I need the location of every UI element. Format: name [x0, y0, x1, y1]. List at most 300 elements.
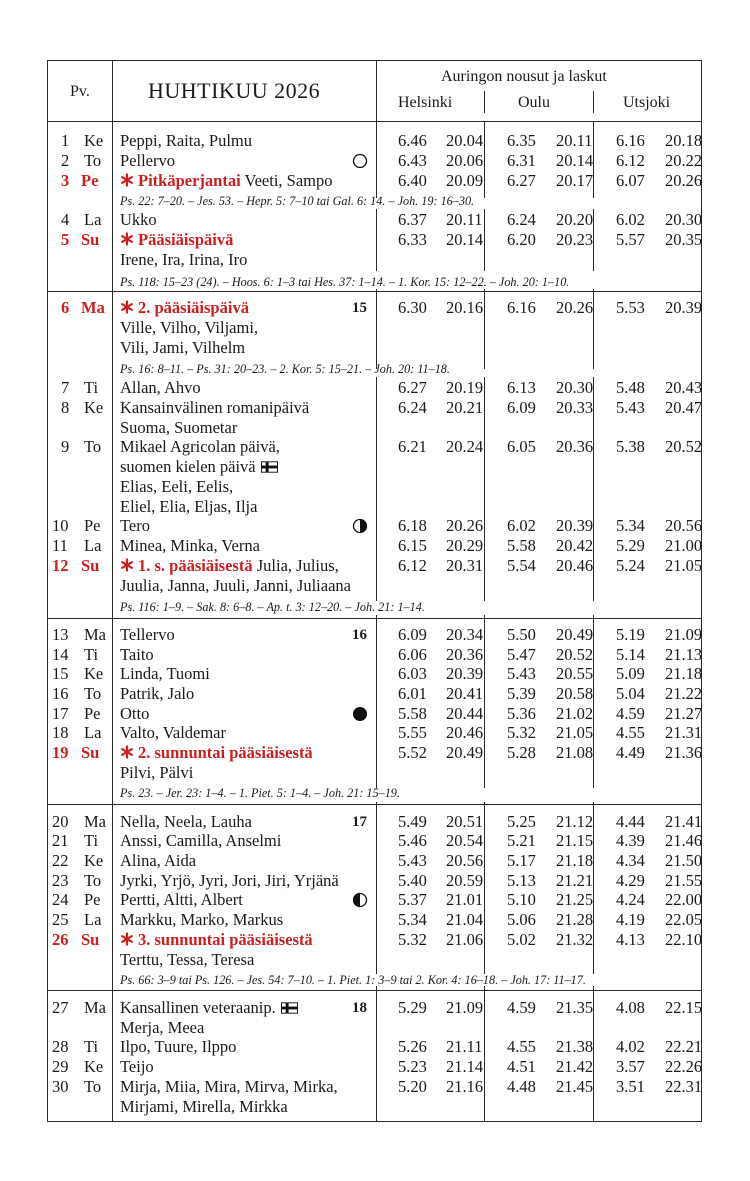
oulu-sunrise: 5.50 [507, 625, 536, 644]
name-day-text: Minea, Minka, Verna [120, 536, 260, 555]
name-day-line [120, 318, 258, 338]
utsjoki-sunrise: 4.13 [616, 930, 645, 949]
utsjoki-sunset: 21.27 [665, 704, 703, 723]
day-number: 18 [52, 723, 69, 742]
holiday-line [120, 298, 249, 318]
holiday-star-icon [120, 745, 134, 759]
name-day-text: Mirjami, Mirella, Mirkka [120, 1097, 288, 1116]
weekday: To [84, 1077, 102, 1096]
scripture-readings: Ps. 22: 7–20. – Jes. 53. – Hepr. 5: 7–10 tai Gal. 6: 14. – Joh. 19: 16–30. [120, 194, 475, 208]
oulu-sunset: 20.17 [556, 171, 594, 190]
oulu-sunrise: 6.27 [507, 171, 536, 190]
day-number: 17 [52, 704, 69, 723]
day-number: 12 [52, 556, 69, 575]
helsinki-sunrise: 5.58 [398, 704, 427, 723]
oulu-sunrise: 5.43 [507, 664, 536, 683]
oulu-sunrise: 4.59 [507, 998, 536, 1017]
name-day-text: Otto [120, 704, 150, 723]
city-divider [484, 91, 485, 113]
column-divider-sun [376, 289, 377, 369]
name-day-line [120, 890, 243, 910]
name-day-line [120, 831, 281, 851]
helsinki-sunrise: 5.49 [398, 812, 427, 831]
helsinki-sunrise: 6.33 [398, 230, 427, 249]
column-divider-oulu [593, 986, 594, 1121]
holiday-star-icon [120, 300, 134, 314]
helsinki-sunset: 20.36 [446, 645, 484, 664]
helsinki-sunset: 21.06 [446, 930, 484, 949]
weekday: Su [81, 743, 100, 762]
weekday: La [84, 536, 102, 555]
name-day-line [120, 437, 280, 457]
name-day-line [120, 1037, 236, 1057]
holiday-name: 2. pääsiäispäivä [138, 298, 249, 317]
helsinki-sunrise: 5.23 [398, 1057, 427, 1076]
oulu-sunset: 20.14 [556, 151, 594, 170]
helsinki-sunrise: 6.15 [398, 536, 427, 555]
full-moon-icon [352, 153, 369, 170]
helsinki-sunset: 20.44 [446, 704, 484, 723]
weekday: To [84, 871, 102, 890]
city-helsinki: Helsinki [398, 94, 453, 111]
name-day-text: Suoma, Suometar [120, 418, 238, 437]
column-divider-oulu [593, 377, 594, 601]
helsinki-sunrise: 5.29 [398, 998, 427, 1017]
utsjoki-sunrise: 4.02 [616, 1037, 645, 1056]
calendar-table [47, 60, 702, 1122]
name-day-line [120, 536, 260, 556]
column-divider-oulu [593, 802, 594, 974]
name-day-text: Linda, Tuomi [120, 664, 210, 683]
day-number: 15 [52, 664, 69, 683]
oulu-sunrise: 6.05 [507, 437, 536, 456]
helsinki-sunset: 20.49 [446, 743, 484, 762]
name-day-line [120, 950, 254, 970]
name-day-text: suomen kielen päivä [120, 457, 256, 476]
name-day-line [120, 378, 201, 398]
utsjoki-sunrise: 4.34 [616, 851, 645, 870]
oulu-sunrise: 5.25 [507, 812, 536, 831]
helsinki-sunrise: 5.40 [398, 871, 427, 890]
name-day-line [120, 812, 252, 832]
oulu-sunrise: 5.06 [507, 910, 536, 929]
oulu-sunrise: 5.54 [507, 556, 536, 575]
oulu-sunrise: 5.39 [507, 684, 536, 703]
helsinki-sunrise: 6.43 [398, 151, 427, 170]
oulu-sunrise: 4.55 [507, 1037, 536, 1056]
name-day-line [120, 645, 154, 665]
helsinki-sunrise: 5.37 [398, 890, 427, 909]
utsjoki-sunset: 22.10 [665, 930, 703, 949]
name-day-text: Pellervo [120, 151, 175, 170]
scripture-readings: Ps. 118: 15–23 (24). – Hoos. 6: 1–3 tai Hes. 37: 1–14. – 1. Kor. 15: 12–22. – Joh. 20: 1–10. [120, 275, 570, 289]
oulu-sunset: 20.20 [556, 210, 594, 229]
oulu-sunrise: 6.20 [507, 230, 536, 249]
helsinki-sunset: 20.41 [446, 684, 484, 703]
name-day-line [120, 704, 149, 724]
weekday: Ti [84, 831, 99, 850]
utsjoki-sunset: 21.13 [665, 645, 703, 664]
utsjoki-sunset: 21.09 [665, 625, 703, 644]
helsinki-sunset: 20.54 [446, 831, 484, 850]
oulu-sunset: 21.32 [556, 930, 594, 949]
weekday: Ke [84, 851, 104, 870]
oulu-sunrise: 5.02 [507, 930, 536, 949]
day-number: 30 [52, 1077, 69, 1096]
weekday: Ke [84, 1057, 104, 1076]
oulu-sunrise: 5.10 [507, 890, 536, 909]
utsjoki-sunset: 21.50 [665, 851, 703, 870]
name-day-text: Jyrki, Yrjö, Jyri, Jori, Jiri, Yrjänä [120, 871, 339, 890]
oulu-sunset: 20.26 [556, 298, 594, 317]
name-day-text: Markku, Marko, Markus [120, 910, 284, 929]
utsjoki-sunrise: 4.29 [616, 871, 645, 890]
utsjoki-sunrise: 4.08 [616, 998, 645, 1017]
helsinki-sunset: 20.16 [446, 298, 484, 317]
weekday: Pe [84, 890, 101, 909]
utsjoki-sunset: 21.18 [665, 664, 703, 683]
day-number: 29 [52, 1057, 69, 1076]
utsjoki-sunset: 21.46 [665, 831, 703, 850]
name-day-line [120, 763, 193, 783]
oulu-sunset: 20.33 [556, 398, 594, 417]
name-day-line [120, 998, 298, 1018]
utsjoki-sunrise: 5.04 [616, 684, 645, 703]
oulu-sunrise: 4.48 [507, 1077, 536, 1096]
day-number: 24 [52, 890, 69, 909]
name-day-line [120, 477, 233, 497]
day-number: 5 [61, 230, 70, 249]
city-oulu: Oulu [518, 94, 550, 111]
oulu-sunset: 20.23 [556, 230, 594, 249]
oulu-sunset: 21.15 [556, 831, 594, 850]
oulu-sunset: 20.36 [556, 437, 594, 456]
column-divider-sun [376, 986, 377, 1121]
name-day-line [120, 851, 196, 871]
oulu-sunset: 20.42 [556, 536, 594, 555]
name-day-line [120, 910, 283, 930]
utsjoki-sunset: 21.36 [665, 743, 703, 762]
weekday: Ke [84, 131, 104, 150]
utsjoki-sunrise: 6.02 [616, 210, 645, 229]
helsinki-sunrise: 5.52 [398, 743, 427, 762]
utsjoki-sunset: 21.41 [665, 812, 703, 831]
name-day-text: Kansainvälinen romanipäivä [120, 398, 310, 417]
oulu-sunrise: 6.24 [507, 210, 536, 229]
helsinki-sunrise: 6.18 [398, 516, 427, 535]
utsjoki-sunset: 20.47 [665, 398, 703, 417]
oulu-sunset: 21.45 [556, 1077, 594, 1096]
name-day-line [120, 576, 351, 596]
utsjoki-sunrise: 5.09 [616, 664, 645, 683]
column-divider-helsinki [484, 986, 485, 1121]
weekday: To [84, 151, 102, 170]
name-day-text: Allan, Ahvo [120, 378, 201, 397]
utsjoki-sunset: 22.15 [665, 998, 703, 1017]
weekday: Ma [84, 998, 106, 1017]
helsinki-sunset: 21.09 [446, 998, 484, 1017]
column-divider-helsinki [484, 615, 485, 788]
utsjoki-sunrise: 5.34 [616, 516, 645, 535]
utsjoki-sunset: 20.30 [665, 210, 703, 229]
helsinki-sunset: 21.01 [446, 890, 484, 909]
oulu-sunrise: 5.47 [507, 645, 536, 664]
column-divider-oulu [593, 615, 594, 788]
name-day-text: Juulia, Janna, Juuli, Janni, Juliaana [120, 576, 351, 595]
oulu-sunset: 21.38 [556, 1037, 594, 1056]
helsinki-sunset: 20.31 [446, 556, 484, 575]
helsinki-sunset: 21.11 [446, 1037, 483, 1056]
day-number: 19 [52, 743, 69, 762]
day-number: 22 [52, 851, 69, 870]
utsjoki-sunset: 20.22 [665, 151, 703, 170]
day-number: 9 [61, 437, 70, 456]
day-number: 26 [52, 930, 69, 949]
column-divider-helsinki [484, 377, 485, 601]
name-day-line [120, 131, 252, 151]
weekday: Ti [84, 645, 99, 664]
weekday: Ti [84, 1037, 99, 1056]
helsinki-sunrise: 6.27 [398, 378, 427, 397]
finnish-flag-icon [261, 461, 278, 473]
weekday: La [84, 910, 102, 929]
utsjoki-sunrise: 4.55 [616, 723, 645, 742]
helsinki-sunset: 21.04 [446, 910, 484, 929]
week-separator [48, 618, 701, 619]
helsinki-sunrise: 6.21 [398, 437, 427, 456]
column-divider-sun-header [376, 61, 377, 121]
week-separator [48, 291, 701, 292]
oulu-sunrise: 6.02 [507, 516, 536, 535]
helsinki-sunrise: 5.55 [398, 723, 427, 742]
helsinki-sunrise: 6.30 [398, 298, 427, 317]
helsinki-sunset: 20.24 [446, 437, 484, 456]
name-day-text: Terttu, Tessa, Teresa [120, 950, 255, 969]
holiday-line [120, 171, 333, 191]
weekday: Ma [84, 625, 106, 644]
helsinki-sunrise: 6.09 [398, 625, 427, 644]
oulu-sunrise: 6.35 [507, 131, 536, 150]
week-separator [48, 804, 701, 805]
utsjoki-sunrise: 5.57 [616, 230, 645, 249]
helsinki-sunrise: 6.03 [398, 664, 427, 683]
oulu-sunrise: 5.17 [507, 851, 536, 870]
utsjoki-sunset: 22.00 [665, 890, 703, 909]
oulu-sunset: 20.52 [556, 645, 594, 664]
helsinki-sunset: 20.19 [446, 378, 484, 397]
holiday-name: Pitkäperjantai [138, 171, 241, 190]
day-number: 14 [52, 645, 69, 664]
name-day-text: Merja, Meea [120, 1018, 205, 1037]
finnish-flag-icon [281, 1002, 298, 1014]
name-day-text: Taito [120, 645, 154, 664]
column-divider-oulu [593, 121, 594, 198]
utsjoki-sunset: 21.31 [665, 723, 703, 742]
weekday: Pe [81, 171, 99, 190]
oulu-sunset: 21.21 [556, 871, 594, 890]
weekday: To [84, 684, 102, 703]
day-number: 2 [61, 151, 70, 170]
weekday: Su [81, 556, 100, 575]
column-divider-day [112, 61, 113, 1121]
helsinki-sunrise: 6.24 [398, 398, 427, 417]
week-number: 18 [352, 1000, 367, 1016]
utsjoki-sunset: 22.21 [665, 1037, 703, 1056]
weekday: Ma [84, 812, 106, 831]
day-number: 3 [61, 171, 70, 190]
oulu-sunset: 21.02 [556, 704, 594, 723]
name-day-text: Kansallinen veteraanip. [120, 998, 276, 1017]
holiday-line [120, 743, 313, 763]
utsjoki-sunrise: 6.12 [616, 151, 645, 170]
utsjoki-sunrise: 5.19 [616, 625, 645, 644]
holiday-name: 3. sunnuntai pääsiäisestä [138, 930, 313, 949]
helsinki-sunset: 20.29 [446, 536, 484, 555]
oulu-sunrise: 5.21 [507, 831, 536, 850]
weekday: Su [81, 230, 100, 249]
oulu-sunset: 21.05 [556, 723, 594, 742]
name-day-text: Teijo [120, 1057, 154, 1076]
helsinki-sunrise: 6.06 [398, 645, 427, 664]
column-divider-helsinki [484, 289, 485, 369]
name-day-line [120, 418, 237, 438]
oulu-sunrise: 6.13 [507, 378, 536, 397]
helsinki-sunrise: 6.12 [398, 556, 427, 575]
column-divider-sun [376, 615, 377, 788]
day-column-header: Pv. [70, 83, 90, 100]
name-day-line [120, 684, 194, 704]
helsinki-sunset: 20.34 [446, 625, 484, 644]
name-day-text: Ukko [120, 210, 157, 229]
name-day-text: Patrik, Jalo [120, 684, 195, 703]
utsjoki-sunrise: 3.51 [616, 1077, 645, 1096]
helsinki-sunrise: 5.32 [398, 930, 427, 949]
weekday: Su [81, 930, 100, 949]
name-day-line [120, 1057, 154, 1077]
helsinki-sunset: 20.14 [446, 230, 484, 249]
utsjoki-sunrise: 5.29 [616, 536, 645, 555]
name-day-text: Irene, Ira, Irina, Iro [120, 250, 248, 269]
name-day-text: Elias, Eeli, Eelis, [120, 477, 234, 496]
city-divider [593, 91, 594, 113]
name-day-line [120, 1018, 204, 1038]
week-number: 16 [352, 627, 367, 643]
name-day-text: Tero [120, 516, 150, 535]
name-day-line [120, 151, 175, 171]
day-number: 10 [52, 516, 69, 535]
utsjoki-sunset: 22.31 [665, 1077, 703, 1096]
helsinki-sunrise: 5.26 [398, 1037, 427, 1056]
holiday-star-icon [120, 173, 134, 187]
name-day-line [120, 1097, 288, 1117]
utsjoki-sunrise: 4.49 [616, 743, 645, 762]
name-day-text: Anssi, Camilla, Anselmi [120, 831, 282, 850]
helsinki-sunrise: 5.20 [398, 1077, 427, 1096]
holiday-name: 1. s. pääsiäisestä [138, 556, 253, 575]
name-day-text: Pilvi, Pälvi [120, 763, 194, 782]
name-day-line [120, 516, 150, 536]
helsinki-sunset: 20.51 [446, 812, 484, 831]
day-number: 25 [52, 910, 69, 929]
utsjoki-sunrise: 4.59 [616, 704, 645, 723]
helsinki-sunrise: 6.40 [398, 171, 427, 190]
utsjoki-sunset: 22.05 [665, 910, 703, 929]
last-quarter-moon-icon [352, 892, 369, 909]
utsjoki-sunset: 20.43 [665, 378, 703, 397]
utsjoki-sunset: 21.55 [665, 871, 703, 890]
utsjoki-sunset: 21.05 [665, 556, 703, 575]
helsinki-sunset: 20.26 [446, 516, 484, 535]
utsjoki-sunset: 20.18 [665, 131, 703, 150]
helsinki-sunrise: 5.34 [398, 910, 427, 929]
oulu-sunset: 20.11 [556, 131, 593, 150]
oulu-sunrise: 6.09 [507, 398, 536, 417]
name-day-text: Pertti, Altti, Albert [120, 890, 243, 909]
name-day-text: Tellervo [120, 625, 175, 644]
utsjoki-sunrise: 5.53 [616, 298, 645, 317]
name-day-text: Mikael Agricolan päivä, [120, 437, 280, 456]
helsinki-sunset: 20.59 [446, 871, 484, 890]
weekday: Ke [84, 664, 104, 683]
utsjoki-sunrise: 5.38 [616, 437, 645, 456]
weekday: La [84, 210, 102, 229]
oulu-sunrise: 6.31 [507, 151, 536, 170]
oulu-sunset: 20.46 [556, 556, 594, 575]
column-divider-oulu [593, 209, 594, 271]
column-divider-oulu [593, 289, 594, 369]
oulu-sunset: 21.08 [556, 743, 594, 762]
oulu-sunrise: 5.32 [507, 723, 536, 742]
name-day-line [120, 398, 309, 418]
utsjoki-sunrise: 5.24 [616, 556, 645, 575]
helsinki-sunset: 20.11 [446, 210, 483, 229]
new-moon-icon [352, 706, 369, 723]
helsinki-sunrise: 5.43 [398, 851, 427, 870]
name-day-line [120, 250, 247, 270]
weekday: Ti [84, 378, 99, 397]
name-day-line [120, 210, 157, 230]
weekday: La [84, 723, 102, 742]
utsjoki-sunrise: 4.44 [616, 812, 645, 831]
first-quarter-moon-icon [352, 518, 369, 535]
page-title: HUHTIKUU 2026 [148, 78, 321, 103]
name-day-line [120, 457, 278, 477]
helsinki-sunrise: 6.46 [398, 131, 427, 150]
oulu-sunset: 21.25 [556, 890, 594, 909]
helsinki-sunrise: 6.01 [398, 684, 427, 703]
oulu-sunset: 20.39 [556, 516, 594, 535]
column-divider-sun [376, 121, 377, 198]
holiday-line [120, 930, 313, 950]
day-number: 28 [52, 1037, 69, 1056]
oulu-sunset: 21.12 [556, 812, 594, 831]
name-day-line [120, 497, 257, 517]
name-day-text: Peppi, Raita, Pulmu [120, 131, 252, 150]
name-day-text: Ville, Vilho, Viljami, [120, 318, 259, 337]
day-number: 1 [61, 131, 70, 150]
week-number: 15 [352, 300, 367, 316]
name-day-line [120, 625, 175, 645]
day-number: 4 [61, 210, 70, 229]
utsjoki-sunset: 21.00 [665, 536, 703, 555]
utsjoki-sunrise: 4.19 [616, 910, 645, 929]
helsinki-sunset: 20.04 [446, 131, 484, 150]
weekday: Ke [84, 398, 104, 417]
utsjoki-sunrise: 5.43 [616, 398, 645, 417]
oulu-sunset: 20.30 [556, 378, 594, 397]
day-number: 8 [61, 398, 70, 417]
name-day-names: Julia, Julius, [256, 556, 339, 575]
